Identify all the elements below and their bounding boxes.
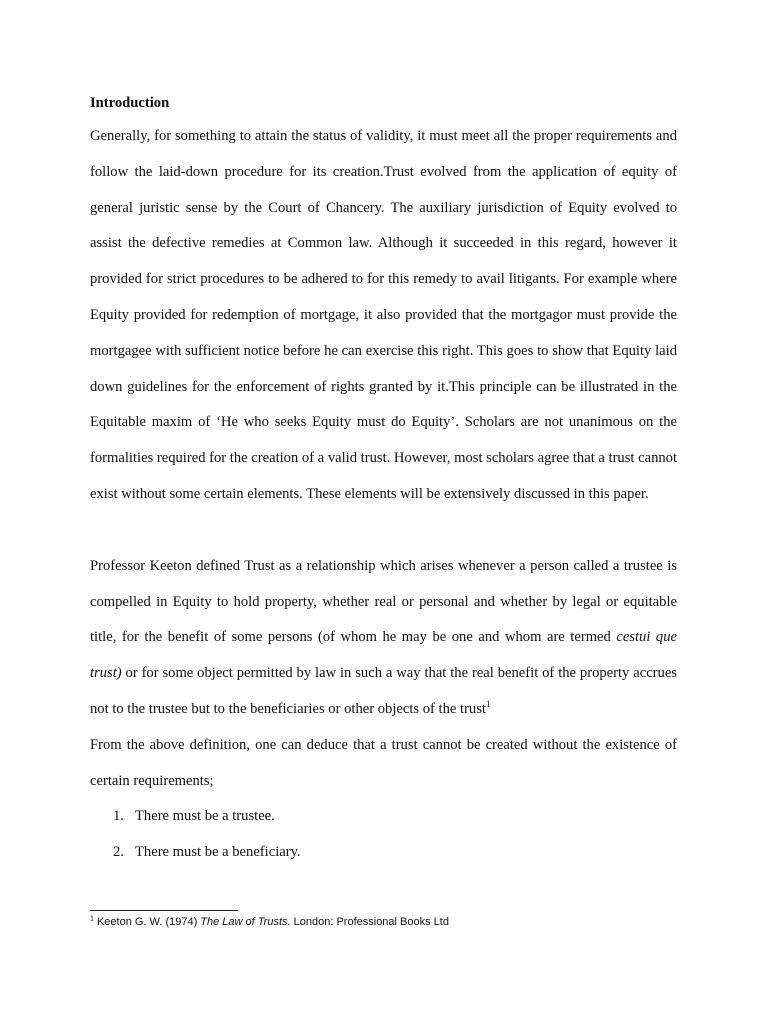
definition-text-start: Professor Keeton defined Trust as a relationship which arises whenever a person called a trustee is compelled in Equity to hold property, whether real or personal and whether by legal or equitable title, for the benefit of some persons (of whom he may be one and whom are termed	[90, 557, 677, 646]
list-item-text: There must be a beneficiary.	[135, 844, 301, 861]
definition-paragraph	[90, 549, 677, 728]
footnote-publisher: London: Professional Books Ltd	[290, 916, 449, 928]
list-item	[90, 835, 677, 871]
footnote-title: The Law of Trusts.	[200, 916, 291, 928]
list-item-text: There must be a trustee.	[135, 808, 275, 825]
section-heading: Introduction	[90, 95, 170, 111]
list-item-number: 2.	[113, 844, 124, 861]
deduction-paragraph: From the above definition, one can deduce that a trust cannot be created without the existence of certain requirements;	[90, 736, 677, 789]
paragraph-spacer	[90, 513, 677, 549]
footnote-reference[interactable]: 1	[485, 699, 491, 710]
footnote-separator	[90, 910, 238, 911]
document-body	[90, 87, 677, 871]
footnote-author: Keeton G. W. (1974)	[93, 916, 201, 928]
intro-paragraph: Generally, for something to attain the status of validity, it must meet all the proper requirements and follow the laid-down procedure for its creation.Trust evolved from the application of equity of general juristic sense by the Court of Chancery. The auxiliary jurisdiction of Equity evolved to assist the defective remedies at Common law. Although it succeeded in this regard, however it provided for strict procedures to be adhered to for this remedy to avail litigants. For example where Equity provided for redemption of mortgage, it also provided that the mortgagor must provide the mortgagee with sufficient notice before he can exercise this right. This goes to show that Equity laid down guidelines for the enforcement of rights granted by it.This principle can be illustrated in the Equitable maxim of ‘He who seeks Equity must do Equity’. Scholars are not unanimous on the formalities required for the creation of a valid trust. However, most scholars agree that a trust cannot exist without some certain elements. These elements will be extensively discussed in this paper.	[90, 128, 678, 502]
definition-text-end: or for some object permitted by law in such a way that the real benefit of the property accrues not to the trustee but to the beneficiaries or other objects of the trust	[90, 665, 677, 717]
definition-italic-term: cestui que trust)	[90, 629, 677, 682]
requirements-list	[90, 799, 677, 871]
footnote	[90, 914, 449, 930]
list-item	[90, 799, 677, 835]
list-item-number: 1.	[113, 808, 124, 825]
footnote-number: 1	[90, 915, 94, 923]
